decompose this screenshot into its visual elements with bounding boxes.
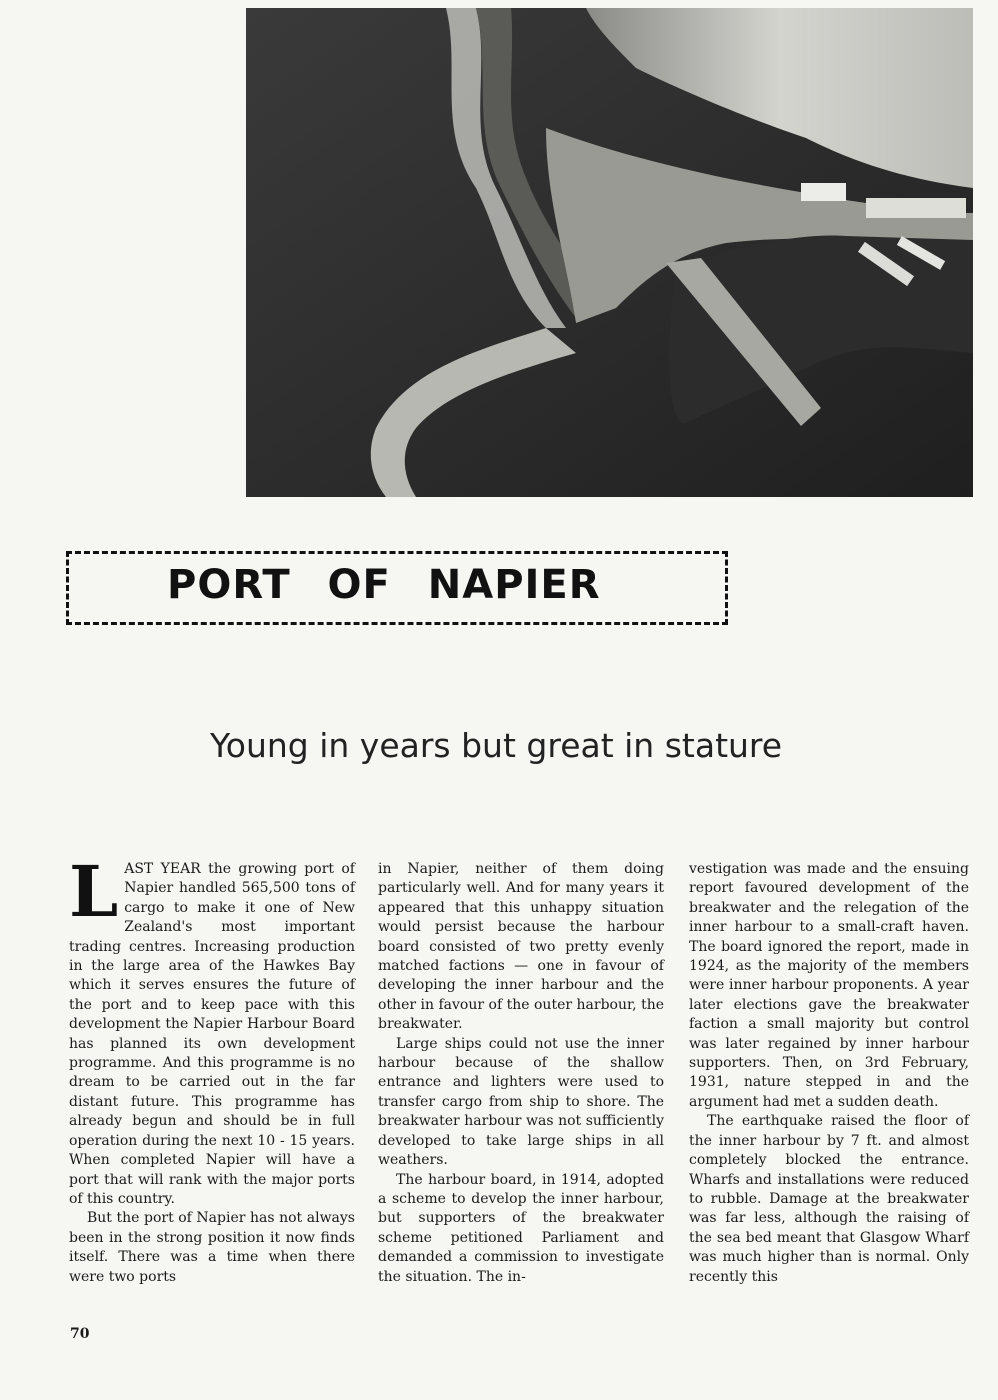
page-number: 70: [70, 1326, 90, 1342]
paragraph: The earthquake raised the floor of the inner harbour by 7 ft. and almost completely blocked the entrance. Wharfs and installations were reduced to rubble. Damage at the breakwater was far less, although the raising of the sea bed meant that Glasgow Wharf was much higher than is normal. Only recently this: [689, 1113, 969, 1285]
paragraph: Large ships could not use the inner harbour because of the shallow entrance and lighters were used to transfer cargo from ship to shore. The breakwater harbour was not sufficiently developed to take large ships in all weathers.: [378, 1035, 664, 1169]
article-subtitle: Young in years but great in stature: [210, 726, 783, 765]
drop-cap: L: [69, 850, 119, 933]
text-column-3: [689, 860, 969, 1287]
paragraph: in Napier, neither of them doing particularly well. And for many years it appeared that this unhappy situation would persist because the harbour board consisted of two pretty evenly matched factions — one in favour of developing the inner harbour and the other in favour of the outer harbour, the breakwater.: [378, 861, 664, 1033]
paragraph: [69, 850, 355, 1209]
aerial-harbour-photo: [246, 8, 973, 497]
paragraph: vestigation was made and the ensuing report favoured development of the breakwater and the relegation of the inner harbour to a small-craft haven. The board ignored the report, made in 1924, as the majority of the members were inner harbour proponents. A year later elections gave the breakwater faction a small majority but control was later regained by inner harbour supporters. Then, on 3rd February, 1931, nature stepped in and the argument had met a sudden death.: [689, 861, 969, 1110]
paragraph: But the port of Napier has not always been in the strong position it now finds itself. There was a time when there were two ports: [69, 1210, 355, 1285]
text-column-2: [378, 860, 664, 1287]
harbour-photo-drawing: [246, 8, 973, 497]
paragraph-text: AST YEAR the growing port of Napier handled 565,500 tons of cargo to make it one of New Zealand's most important trading centres. Increasing production in the large area of the Hawkes Bay which it serves ensures the future of the port and to keep pace with this development the Napier Harbour Board has planned its own development programme. And this programme is no dream to be carried out in the far distant future. This programme has already begun and should be in full operation during the next 10 - 15 years. When completed Napier will have a port that will rank with the major ports of this country.: [69, 861, 355, 1207]
text-column-1: [69, 850, 355, 1287]
paragraph: The harbour board, in 1914, adopted a scheme to develop the inner harbour, but supporters of the breakwater scheme petitioned Parliament and demanded a commission to investigate the situation. The in-: [378, 1171, 664, 1285]
article-title: PORT OF NAPIER: [167, 562, 601, 608]
